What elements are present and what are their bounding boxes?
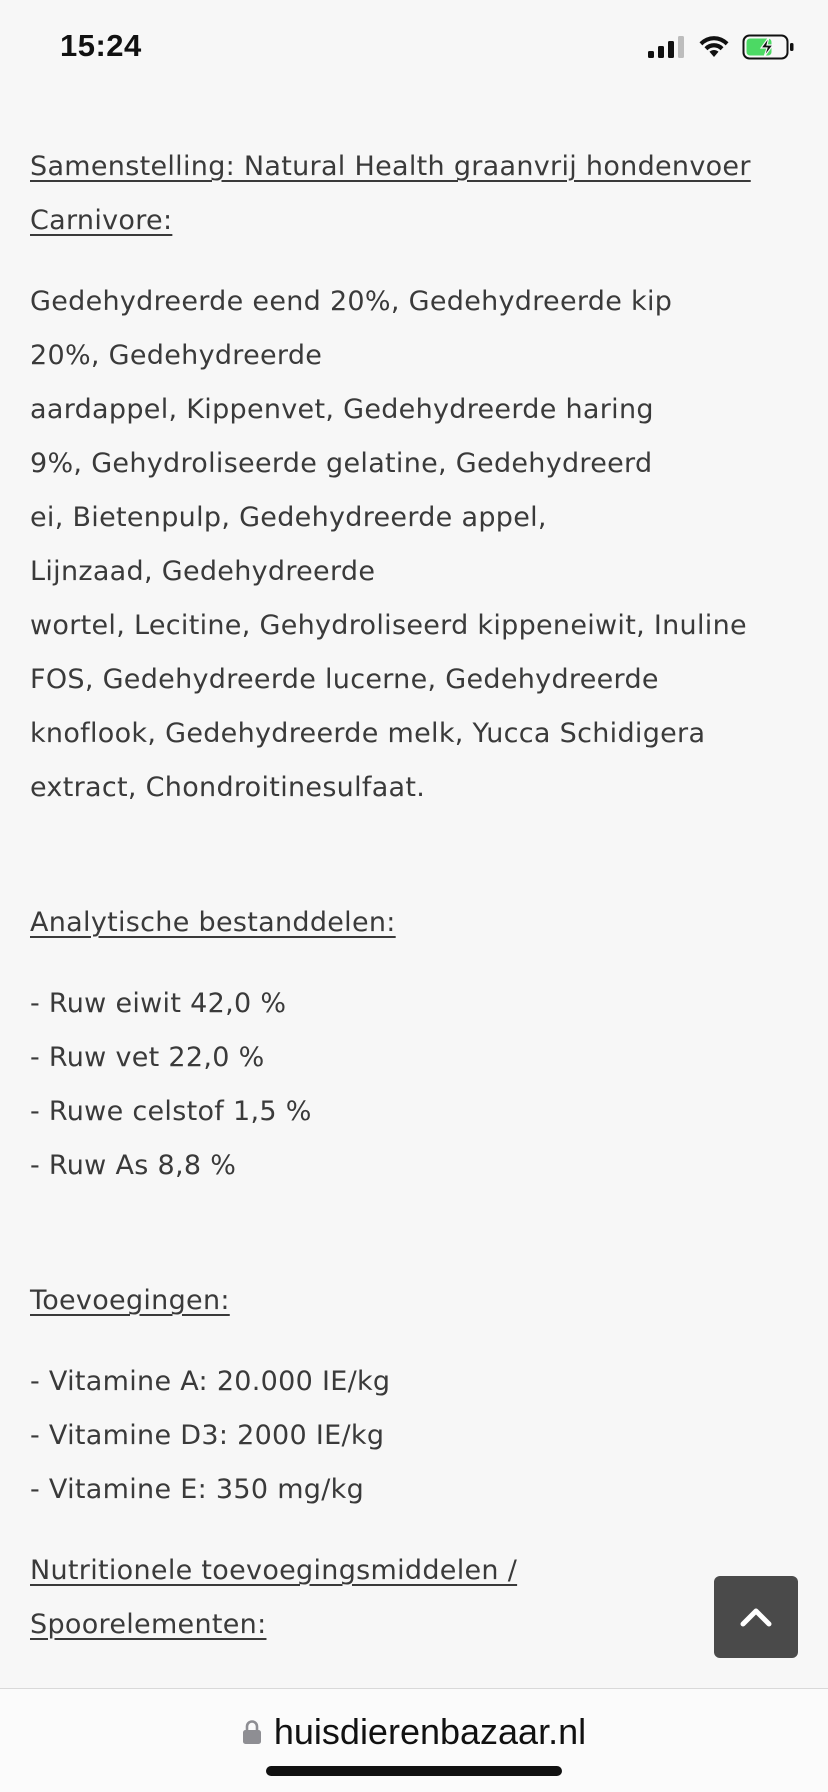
status-time: 15:24: [60, 28, 142, 63]
composition-line: Lijnzaad, Gedehydreerde: [30, 556, 376, 587]
composition-line: wortel, Lecitine, Gehydroliseerd kippeneiwit, Inuline: [30, 610, 747, 641]
nutritional-heading: [30, 1544, 800, 1652]
nutritional-heading-line2: Spoorelementen:: [30, 1609, 267, 1640]
analytical-list: [30, 977, 800, 1193]
list-item: - Vitamine E: 350 mg/kg: [30, 1474, 365, 1505]
browser-url-bar[interactable]: [0, 1688, 828, 1792]
list-item: - Ruw eiwit 42,0 %: [30, 988, 287, 1019]
status-bar: [0, 0, 828, 100]
composition-line: ei, Bietenpulp, Gedehydreerde appel,: [30, 502, 547, 533]
list-item: - Ruw vet 22,0 %: [30, 1042, 265, 1073]
composition-line: knoflook, Gedehydreerde melk, Yucca Schidigera: [30, 718, 706, 749]
scroll-to-top-button[interactable]: [714, 1576, 798, 1658]
product-description: [30, 140, 800, 1652]
url-field[interactable]: [0, 1711, 828, 1753]
composition-line: extract, Chondroitinesulfaat.: [30, 772, 426, 803]
status-icons: [648, 34, 796, 60]
composition-line: FOS, Gedehydreerde lucerne, Gedehydreerde: [30, 664, 659, 695]
url-domain: huisdierenbazaar.nl: [273, 1711, 587, 1752]
list-item: - Ruwe celstof 1,5 %: [30, 1096, 312, 1127]
composition-line: Gedehydreerde eend 20%, Gedehydreerde kip: [30, 286, 673, 317]
wifi-icon: [698, 35, 730, 59]
composition-line: 9%, Gehydroliseerde gelatine, Gedehydreerd: [30, 448, 653, 479]
composition-line: aardappel, Kippenvet, Gedehydreerde haring: [30, 394, 654, 425]
nutritional-heading-line1: Nutritionele toevoegingsmiddelen /: [30, 1555, 518, 1586]
list-item: - Ruw As 8,8 %: [30, 1150, 237, 1181]
list-item: - Vitamine A: 20.000 IE/kg: [30, 1366, 391, 1397]
additives-list: [30, 1355, 800, 1517]
composition-heading-line1: Samenstelling: Natural Health graanvrij hondenvoer: [30, 151, 751, 182]
list-item: - Vitamine D3: 2000 IE/kg: [30, 1420, 385, 1451]
composition-line: 20%, Gedehydreerde: [30, 340, 323, 371]
cellular-signal-icon: [648, 36, 686, 58]
lock-icon: [242, 1719, 262, 1745]
battery-charging-icon: [742, 34, 796, 60]
additives-heading: Toevoegingen:: [30, 1285, 230, 1316]
chevron-up-icon: [740, 1607, 772, 1627]
analytical-heading: Analytische bestanddelen:: [30, 907, 396, 938]
composition-text: [30, 275, 800, 815]
home-indicator: [266, 1766, 562, 1776]
composition-heading: [30, 140, 800, 248]
composition-heading-line2: Carnivore:: [30, 205, 173, 236]
